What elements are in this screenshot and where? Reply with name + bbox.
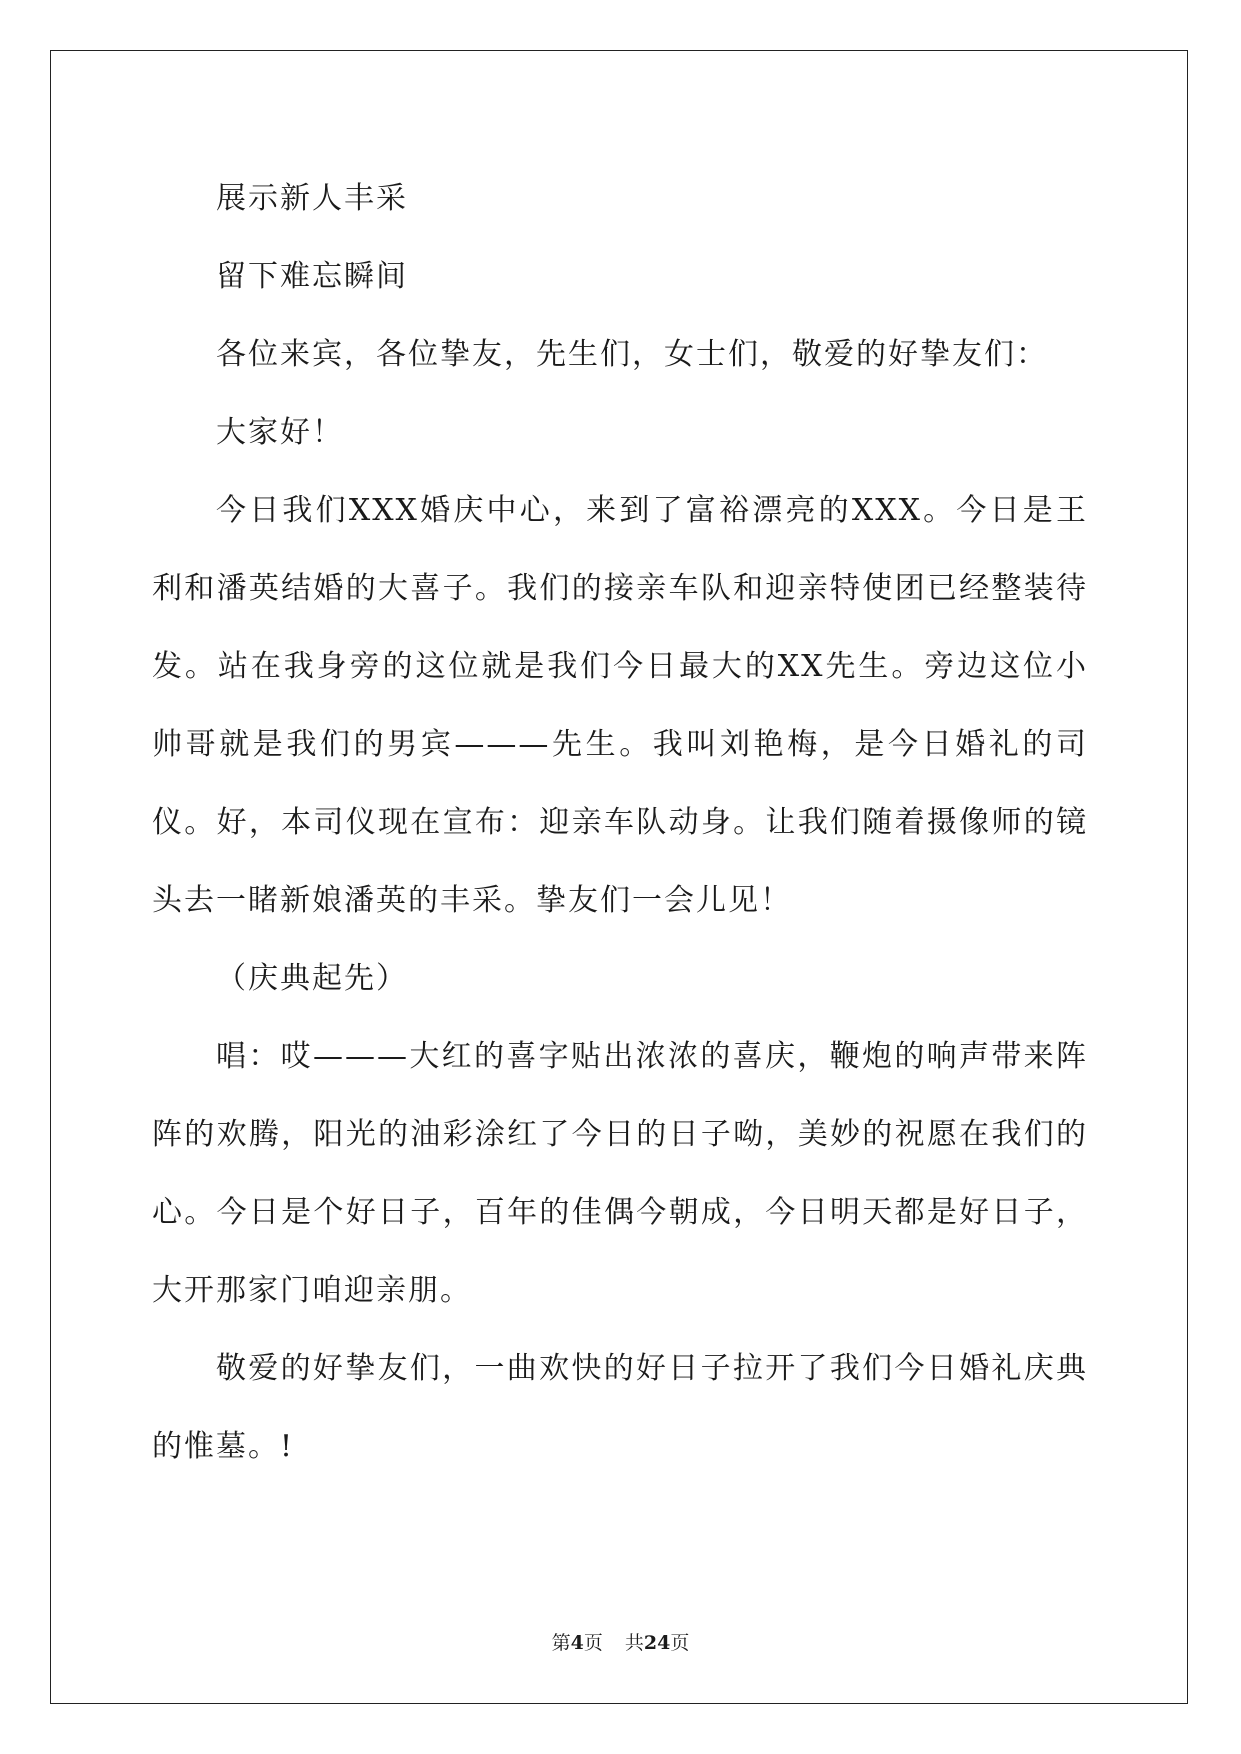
- paragraph-intro: 今日我们XXX婚庆中心，来到了富裕漂亮的XXX。今日是王利和潘英结婚的大喜子。我们的接亲车队和迎亲特使团已经整装待发。站在我身旁的这位就是我们今日最大的XX先生。旁边这位小帅哥就是我们的男宾———先生。我叫刘艳梅，是今日婚礼的司仪。好，本司仪现在宣布：迎亲车队动身。让我们随着摄像师的镜头去一睹新娘潘英的丰采。挚友们一会儿见！: [152, 493, 1088, 918]
- page-suffix: 页: [583, 1632, 603, 1654]
- total-prefix: 共: [624, 1632, 644, 1654]
- paragraph-hello: 大家好！: [216, 415, 344, 450]
- paragraph-song: 唱：哎———大红的喜字贴出浓浓的喜庆，鞭炮的响声带来阵阵的欢腾，阳光的油彩涂红了今日的日子呦，美妙的祝愿在我们的心。今日是个好日子，百年的佳偶今朝成，今日明天都是好日子，大开那家门咱迎亲朋。: [152, 1039, 1088, 1308]
- page-footer: [0, 1628, 1241, 1655]
- current-page-number: 4: [570, 1632, 584, 1654]
- total-suffix: 页: [670, 1632, 690, 1654]
- paragraph-ceremony-start: （庆典起先）: [216, 961, 408, 996]
- page-prefix: 第: [551, 1632, 571, 1654]
- total-page-number: 24: [643, 1632, 671, 1654]
- paragraph-heading-1: 展示新人丰采: [216, 181, 408, 216]
- paragraph-heading-2: 留下难忘瞬间: [216, 259, 408, 294]
- paragraph-greeting: 各位来宾，各位挚友，先生们，女士们，敬爱的好挚友们：: [216, 337, 1048, 372]
- paragraph-closing: 敬爱的好挚友们，一曲欢快的好日子拉开了我们今日婚礼庆典的惟墓。!: [152, 1351, 1088, 1464]
- document-body: [152, 160, 1088, 1486]
